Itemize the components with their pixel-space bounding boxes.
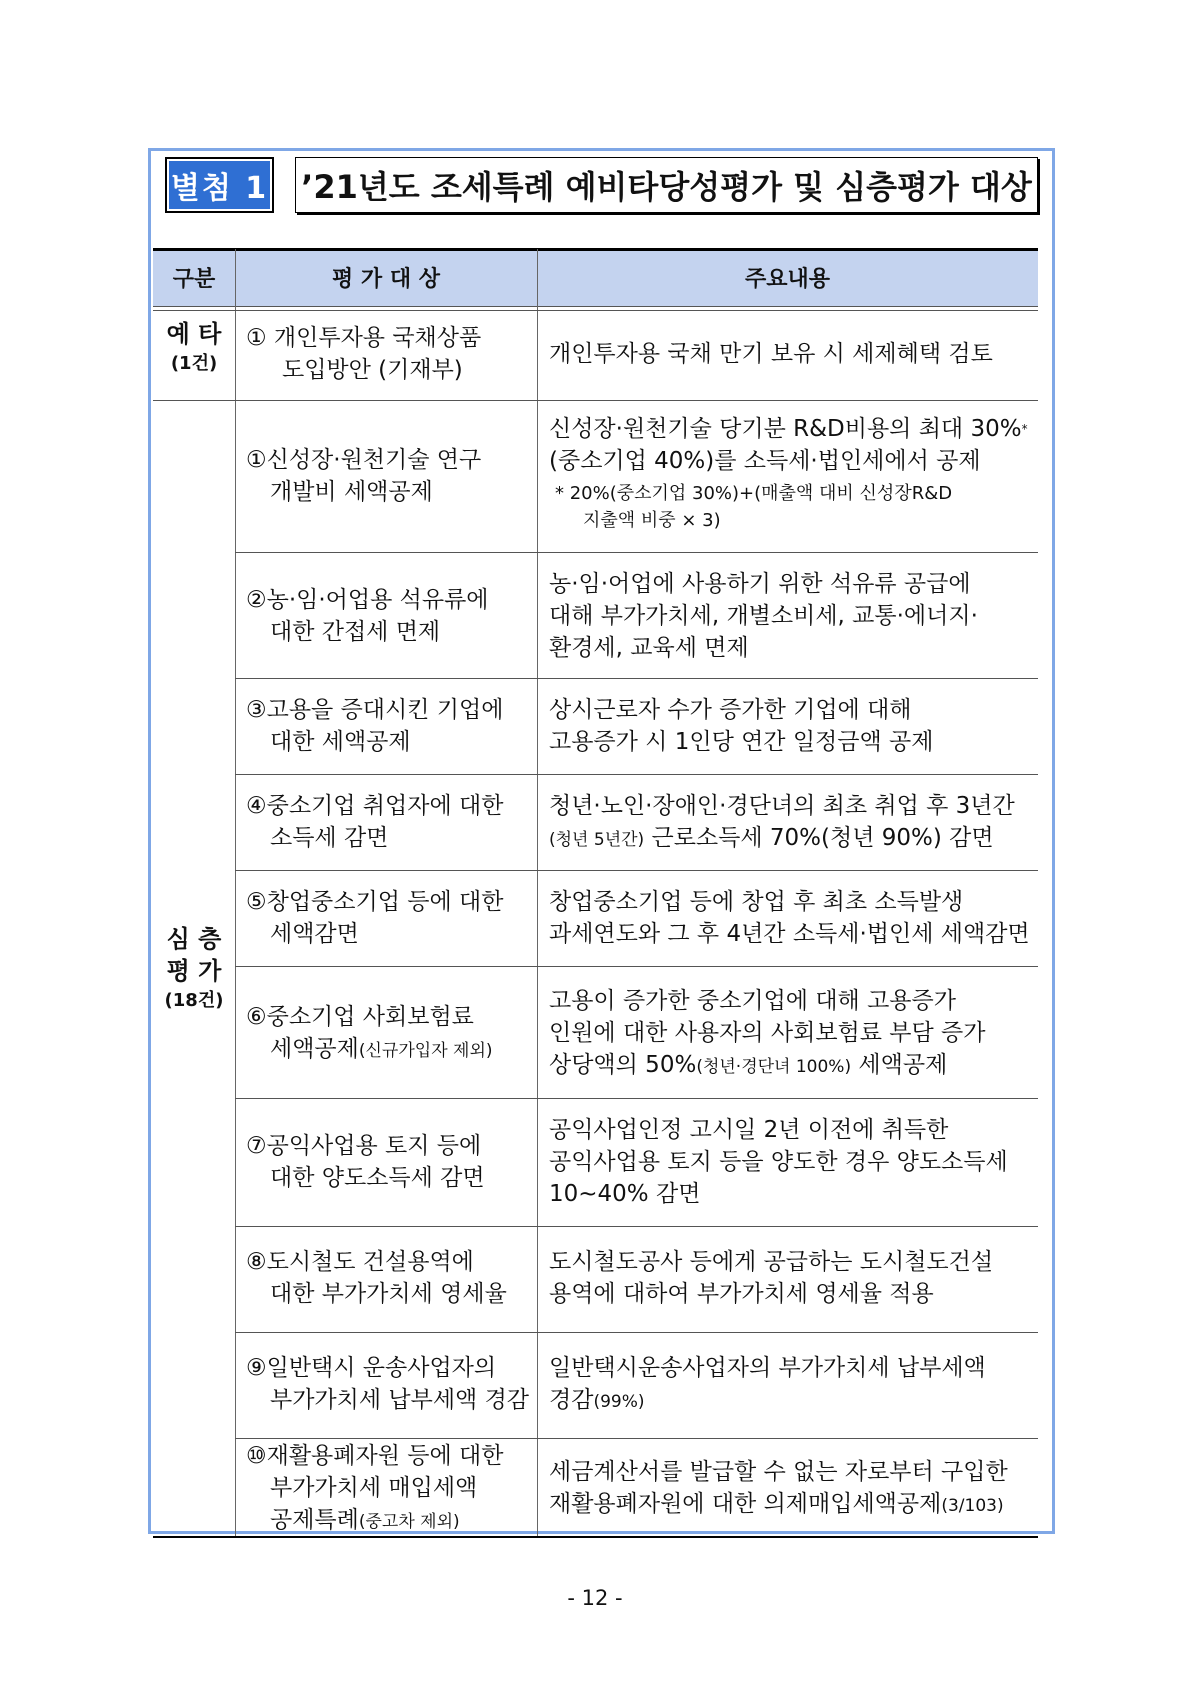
row-divider bbox=[235, 552, 1038, 553]
group-name: 예 타 bbox=[166, 320, 222, 348]
row-divider bbox=[235, 1438, 1038, 1439]
content-line: 상시근로자 수가 증가한 기업에 대해 bbox=[549, 697, 912, 723]
target-line: 대한 부가가치세 영세율 bbox=[270, 1281, 507, 1307]
table-row-content bbox=[549, 790, 1015, 856]
page-number: - 12 - bbox=[567, 1586, 623, 1610]
target-line: 부가가치세 매입세액 bbox=[270, 1475, 478, 1501]
content-note: (청년·경단녀 100%) bbox=[696, 1057, 852, 1077]
target-line: ⑦공익사업용 토지 등에 bbox=[246, 1133, 482, 1159]
content-line: 개인투자용 국채 만기 보유 시 세제혜택 검토 bbox=[549, 341, 993, 367]
row-divider bbox=[153, 310, 1038, 311]
group-preliminary bbox=[153, 318, 235, 378]
target-line: ③고용을 증대시킨 기업에 bbox=[246, 697, 504, 723]
table-header-border bbox=[153, 306, 1038, 307]
content-line: 세액공제 bbox=[851, 1052, 948, 1078]
target-line: ⑨일반택시 운송사업자의 bbox=[246, 1355, 497, 1381]
header-category: 구분 bbox=[172, 267, 216, 292]
table-row-target bbox=[246, 322, 481, 386]
target-line: ① 개인투자용 국채상품 bbox=[246, 325, 482, 351]
target-line: 공제특례 bbox=[270, 1507, 359, 1533]
attachment-badge: 별첨 1 bbox=[165, 157, 274, 213]
table-row-target bbox=[246, 1001, 493, 1067]
target-line: 부가가치세 납부세액 경감 bbox=[270, 1387, 530, 1413]
content-line: 일반택시운송사업자의 부가가치세 납부세액 bbox=[549, 1355, 986, 1381]
column-divider bbox=[235, 249, 236, 1536]
table-row-content bbox=[549, 886, 1030, 950]
header-content: 주요내용 bbox=[744, 267, 830, 292]
row-divider bbox=[235, 1332, 1038, 1333]
target-line: 세액공제 bbox=[270, 1036, 359, 1062]
group-in-depth bbox=[153, 923, 235, 1015]
row-divider bbox=[235, 870, 1038, 871]
content-line: 용역에 대하여 부가가치세 영세율 적용 bbox=[549, 1281, 934, 1307]
group-count: (1건) bbox=[170, 353, 218, 374]
row-divider bbox=[235, 774, 1038, 775]
group-name: 평 가 bbox=[166, 957, 222, 985]
target-note: (신규가입자 제외) bbox=[358, 1041, 493, 1061]
header-target: 평 가 대 상 bbox=[332, 267, 440, 292]
content-note: (청년 5년간) bbox=[549, 830, 645, 850]
target-line: 도입방안 (기재부) bbox=[282, 357, 463, 383]
content-line: 인원에 대한 사용자의 사회보험료 부담 증가 bbox=[549, 1020, 986, 1046]
table-row-content bbox=[549, 694, 933, 758]
table-row-content bbox=[549, 1114, 1008, 1210]
content-line: 경감 bbox=[549, 1387, 594, 1413]
target-line: ⑧도시철도 건설용역에 bbox=[246, 1249, 474, 1275]
table-row-content bbox=[549, 1246, 993, 1310]
footnote-line: * 20%(중소기업 30%)+(매출액 대비 신성장R&D bbox=[555, 483, 953, 504]
row-divider bbox=[153, 400, 1038, 401]
content-line: 환경세, 교육세 면제 bbox=[549, 635, 749, 661]
table-row-content bbox=[549, 568, 978, 664]
group-name: 심 층 bbox=[166, 925, 222, 953]
table-row-target bbox=[246, 1246, 507, 1310]
content-line: 재활용폐자원에 대한 의제매입세액공제 bbox=[549, 1491, 942, 1517]
content-note: (99%) bbox=[593, 1392, 645, 1412]
target-line: ②농·임·어업용 석유류에 bbox=[246, 587, 489, 613]
table-row-content bbox=[549, 338, 993, 370]
table-row-target bbox=[246, 584, 489, 648]
target-line: 대한 간접세 면제 bbox=[270, 619, 441, 645]
content-line: 공익사업인정 고시일 2년 이전에 취득한 bbox=[549, 1117, 949, 1143]
target-line: 대한 양도소득세 감면 bbox=[270, 1165, 485, 1191]
column-divider bbox=[537, 249, 538, 1536]
target-line: 소득세 감면 bbox=[270, 825, 389, 851]
table-row-content bbox=[549, 1352, 986, 1418]
content-line: 도시철도공사 등에게 공급하는 도시철도건설 bbox=[549, 1249, 994, 1275]
target-line: ⑩재활용폐자원 등에 대한 bbox=[246, 1443, 504, 1469]
content-line: (중소기업 40%)를 소득세·법인세에서 공제 bbox=[549, 448, 981, 474]
row-divider bbox=[235, 966, 1038, 967]
target-line: ①신성장·원천기술 연구 bbox=[246, 447, 482, 473]
footnote-line: 지출액 비중 × 3) bbox=[583, 510, 721, 531]
table-row-target bbox=[246, 1440, 503, 1538]
page-title: ’21년도 조세특례 예비타당성평가 및 심층평가 대상 bbox=[295, 157, 1038, 213]
table-row-target bbox=[246, 444, 481, 508]
target-line: ⑥중소기업 사회보험료 bbox=[246, 1004, 474, 1030]
target-line: ④중소기업 취업자에 대한 bbox=[246, 793, 504, 819]
content-line: 근로소득세 70%(청년 90%) 감면 bbox=[644, 825, 994, 851]
table-row-target bbox=[246, 1352, 529, 1416]
table-row-content bbox=[549, 985, 985, 1083]
content-line: 상당액의 50% bbox=[549, 1052, 697, 1078]
table-row-target bbox=[246, 886, 503, 950]
content-line: 신성장·원천기술 당기분 R&D비용의 최대 30% bbox=[549, 416, 1022, 442]
target-line: 대한 세액공제 bbox=[270, 729, 411, 755]
content-line: 10~40% 감면 bbox=[549, 1181, 701, 1207]
content-line: 창업중소기업 등에 창업 후 최초 소득발생 bbox=[549, 889, 964, 915]
content-line: 청년·노인·장애인·경단녀의 최초 취업 후 3년간 bbox=[549, 793, 1015, 819]
table-row-target bbox=[246, 790, 503, 854]
row-divider bbox=[235, 678, 1038, 679]
row-divider bbox=[235, 1226, 1038, 1227]
content-line: 고용증가 시 1인당 연간 일정금액 공제 bbox=[549, 729, 934, 755]
table-row-content bbox=[549, 413, 1028, 534]
content-line: 대해 부가가치세, 개별소비세, 교통·에너지· bbox=[549, 603, 978, 629]
target-note: (중고차 제외) bbox=[358, 1512, 460, 1532]
content-line: 농·임·어업에 사용하기 위한 석유류 공급에 bbox=[549, 571, 971, 597]
target-line: 세액감면 bbox=[270, 921, 359, 947]
table-row-target bbox=[246, 694, 503, 758]
content-line: 공익사업용 토지 등을 양도한 경우 양도소득세 bbox=[549, 1149, 1008, 1175]
table-row-target bbox=[246, 1130, 485, 1194]
content-line: 과세연도와 그 후 4년간 소득세·법인세 세액감면 bbox=[549, 921, 1030, 947]
target-line: ⑤창업중소기업 등에 대한 bbox=[246, 889, 504, 915]
content-line: 고용이 증가한 중소기업에 대해 고용증가 bbox=[549, 988, 956, 1014]
table-row-content bbox=[549, 1456, 1008, 1522]
group-count: (18건) bbox=[164, 990, 224, 1011]
row-divider bbox=[235, 1098, 1038, 1099]
target-line: 개발비 세액공제 bbox=[270, 479, 433, 505]
footnote-marker: * bbox=[1021, 422, 1028, 436]
content-line: 세금계산서를 발급할 수 없는 자로부터 구입한 bbox=[549, 1459, 1008, 1485]
content-note: (3/103) bbox=[941, 1496, 1004, 1516]
